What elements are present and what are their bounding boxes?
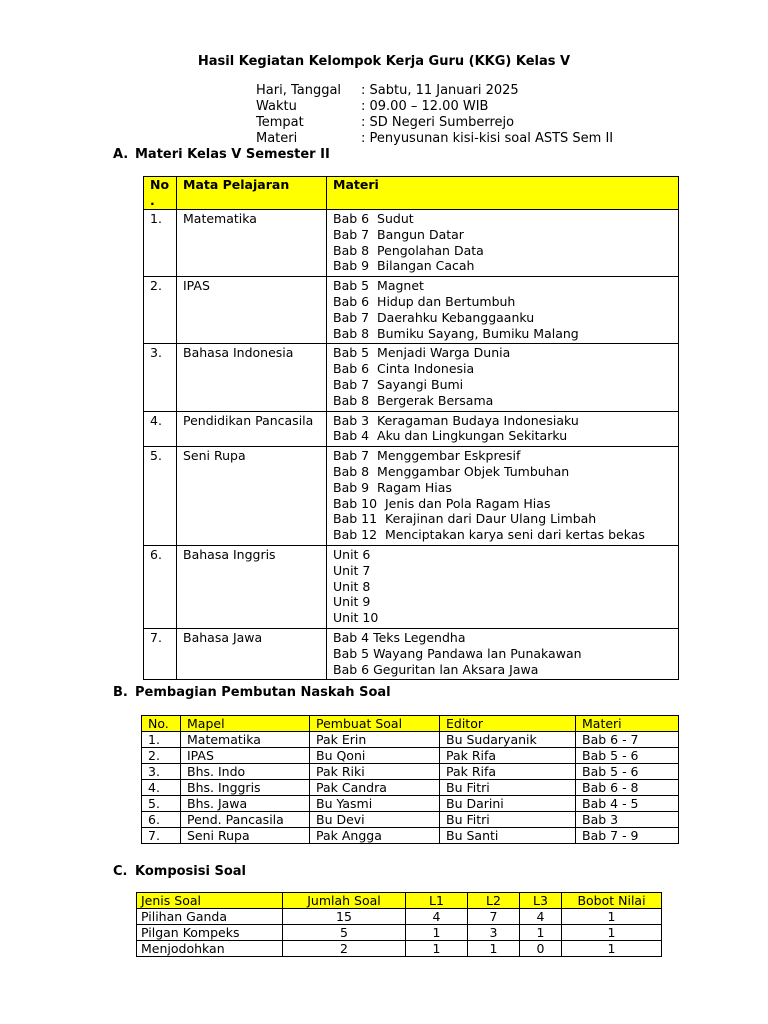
section-a-heading <box>113 147 330 162</box>
materi-item: Bab 6 Cinta Indonesia <box>333 361 475 377</box>
table-cell: Pak Rifa <box>440 764 576 780</box>
table-row <box>144 545 679 628</box>
subject-name: Matematika <box>177 210 327 277</box>
subject-name: Bahasa Inggris <box>177 545 327 628</box>
table-row <box>142 748 679 764</box>
meeting-info <box>256 83 613 147</box>
materi-table-body <box>144 210 679 680</box>
table-cell: Bu Yasmi <box>310 796 440 812</box>
table-cell: Bhs. Indo <box>181 764 310 780</box>
header-cell: Pembuat Soal <box>310 716 440 732</box>
document-title: Hasil Kegiatan Kelompok Kerja Guru (KKG) Kelas V <box>197 54 571 69</box>
table-cell: Bab 7 - 9 <box>576 828 679 844</box>
table-header-row <box>137 893 662 909</box>
materi-item: Bab 9 Ragam Hias <box>333 479 452 495</box>
pembagian-table-body <box>142 732 679 844</box>
table-row <box>144 277 679 344</box>
table-cell: 4. <box>142 780 181 796</box>
subject-name: Bahasa Jawa <box>177 628 327 679</box>
table-row <box>144 210 679 277</box>
table-cell: 5. <box>142 796 181 812</box>
table-cell: Bu Darini <box>440 796 576 812</box>
section-title: Komposisi Soal <box>135 864 246 879</box>
table-cell: Bu Qoni <box>310 748 440 764</box>
table-cell: Bu Fitri <box>440 780 576 796</box>
header-cell: L2 <box>468 893 520 909</box>
materi-list <box>327 210 679 277</box>
materi-item: Bab 7 Bangun Datar <box>333 226 464 242</box>
materi-item: Bab 4 Teks Legendha <box>333 629 466 645</box>
header-cell: Jumlah Soal <box>283 893 406 909</box>
materi-item: Bab 6 Geguritan lan Aksara Jawa <box>333 661 539 677</box>
materi-list <box>327 411 679 447</box>
materi-item: Bab 8 Pengolahan Data <box>333 242 484 258</box>
header-cell: Bobot Nilai <box>562 893 662 909</box>
subject-name: Pendidikan Pancasila <box>177 411 327 447</box>
row-number: 7. <box>144 628 177 679</box>
header-cell: Mapel <box>181 716 310 732</box>
materi-item: Bab 8 Menggambar Objek Tumbuhan <box>333 463 570 479</box>
table-cell: Bab 5 - 6 <box>576 748 679 764</box>
materi-item: Unit 6 <box>333 546 371 562</box>
table-cell: Bab 5 - 6 <box>576 764 679 780</box>
section-letter: B. <box>113 685 128 700</box>
table-cell: Menjodohkan <box>137 941 283 957</box>
subject-name: Seni Rupa <box>177 447 327 546</box>
table-cell: Bhs. Jawa <box>181 796 310 812</box>
materi-item: Bab 9 Bilangan Cacah <box>333 258 475 274</box>
meta-label: Hari, Tanggal <box>256 83 342 98</box>
section-letter: C. <box>113 864 128 879</box>
section-b-heading <box>113 685 391 700</box>
table-row <box>142 732 679 748</box>
materi-item: Unit 7 <box>333 562 371 578</box>
materi-list <box>327 545 679 628</box>
header-cell: L3 <box>520 893 562 909</box>
header-cell-no: No . <box>144 177 177 210</box>
table-cell: 5 <box>283 925 406 941</box>
table-cell: Pend. Pancasila <box>181 812 310 828</box>
table-row <box>144 411 679 447</box>
table-cell: 1 <box>406 941 468 957</box>
materi-item: Bab 6 Sudut <box>333 211 414 226</box>
meta-label: Waktu <box>256 99 297 114</box>
meta-value: : 09.00 – 12.00 WIB <box>361 99 489 114</box>
komposisi-table-body <box>137 909 662 957</box>
materi-item: Bab 7 Daerahku Kebanggaanku <box>333 309 535 325</box>
materi-item: Bab 7 Sayangi Bumi <box>333 376 464 392</box>
table-cell: 15 <box>283 909 406 925</box>
table-cell: 1 <box>468 941 520 957</box>
meta-label: Materi <box>256 131 298 146</box>
table-cell: 1 <box>406 925 468 941</box>
table-cell: 1. <box>142 732 181 748</box>
meta-value: : SD Negeri Sumberrejo <box>361 115 515 130</box>
komposisi-table <box>136 892 662 957</box>
table-header-row <box>142 716 679 732</box>
table-cell: Bab 3 <box>576 812 679 828</box>
table-cell: Pak Rifa <box>440 748 576 764</box>
table-cell: Pilgan Kompeks <box>137 925 283 941</box>
table-row <box>137 941 662 957</box>
table-row <box>144 628 679 679</box>
materi-item: Bab 11 Kerajinan dari Daur Ulang Limbah <box>333 511 597 527</box>
table-cell: Bab 6 - 7 <box>576 732 679 748</box>
header-cell: L1 <box>406 893 468 909</box>
materi-item: Bab 6 Hidup dan Bertumbuh <box>333 293 516 309</box>
materi-list <box>327 344 679 411</box>
table-row <box>142 812 679 828</box>
table-cell: Bu Fitri <box>440 812 576 828</box>
table-row <box>142 764 679 780</box>
table-row <box>137 925 662 941</box>
materi-item: Bab 8 Bergerak Bersama <box>333 392 494 408</box>
table-cell: Bu Santi <box>440 828 576 844</box>
section-letter: A. <box>113 147 129 162</box>
table-cell: 4 <box>520 909 562 925</box>
meta-row-topic <box>256 131 613 147</box>
table-cell: Matematika <box>181 732 310 748</box>
table-row <box>137 909 662 925</box>
table-cell: Bhs. Inggris <box>181 780 310 796</box>
row-number: 5. <box>144 447 177 546</box>
meta-row-place <box>256 115 613 131</box>
table-row <box>144 344 679 411</box>
materi-item: Bab 7 Menggembar Eskpresif <box>333 448 521 464</box>
section-title: Pembagian Pembutan Naskah Soal <box>135 685 391 700</box>
materi-item: Bab 8 Bumiku Sayang, Bumiku Malang <box>333 325 579 341</box>
table-row <box>142 828 679 844</box>
table-cell: 6. <box>142 812 181 828</box>
table-cell: Seni Rupa <box>181 828 310 844</box>
meta-row-time <box>256 99 613 115</box>
row-number: 2. <box>144 277 177 344</box>
section-c-heading <box>113 864 246 879</box>
header-cell: No. <box>142 716 181 732</box>
table-cell: 2. <box>142 748 181 764</box>
table-cell: 1 <box>562 941 662 957</box>
table-cell: 3. <box>142 764 181 780</box>
materi-list <box>327 277 679 344</box>
table-cell: Bu Sudaryanik <box>440 732 576 748</box>
header-cell: Editor <box>440 716 576 732</box>
row-number: 4. <box>144 411 177 447</box>
table-cell: 0 <box>520 941 562 957</box>
materi-list <box>327 628 679 679</box>
header-cell: Jenis Soal <box>137 893 283 909</box>
materi-item: Unit 9 <box>333 594 371 610</box>
table-cell: 7. <box>142 828 181 844</box>
table-cell: 2 <box>283 941 406 957</box>
table-row <box>144 447 679 546</box>
table-cell: Pak Angga <box>310 828 440 844</box>
materi-list <box>327 447 679 546</box>
row-number: 6. <box>144 545 177 628</box>
table-cell: Pak Candra <box>310 780 440 796</box>
pembagian-table <box>141 715 679 844</box>
table-cell: 1 <box>562 925 662 941</box>
header-cell-mapel: Mata Pelajaran <box>177 177 327 210</box>
meta-value: : Penyusunan kisi-kisi soal ASTS Sem II <box>361 131 614 146</box>
materi-item: Bab 5 Menjadi Warga Dunia <box>333 345 511 361</box>
row-number: 3. <box>144 344 177 411</box>
materi-item: Unit 8 <box>333 578 371 594</box>
materi-item: Bab 4 Aku dan Lingkungan Sekitarku <box>333 428 568 444</box>
meta-label: Tempat <box>256 115 304 130</box>
table-cell: 4 <box>406 909 468 925</box>
table-cell: Bab 6 - 8 <box>576 780 679 796</box>
table-cell: 3 <box>468 925 520 941</box>
materi-item: Bab 5 Magnet <box>333 278 424 294</box>
table-cell: Pilihan Ganda <box>137 909 283 925</box>
table-cell: Pak Erin <box>310 732 440 748</box>
table-cell: IPAS <box>181 748 310 764</box>
materi-item: Bab 12 Menciptakan karya seni dari kertas bekas <box>333 527 645 543</box>
header-cell: Materi <box>576 716 679 732</box>
table-row <box>142 780 679 796</box>
header-cell-materi: Materi <box>327 177 679 210</box>
row-number: 1. <box>144 210 177 277</box>
table-cell: 1 <box>562 909 662 925</box>
materi-item: Bab 5 Wayang Pandawa lan Punakawan <box>333 645 582 661</box>
table-cell: 7 <box>468 909 520 925</box>
materi-table <box>143 176 679 680</box>
table-cell: Pak Riki <box>310 764 440 780</box>
subject-name: Bahasa Indonesia <box>177 344 327 411</box>
table-cell: 1 <box>520 925 562 941</box>
materi-item: Bab 10 Jenis dan Pola Ragam Hias <box>333 495 551 511</box>
subject-name: IPAS <box>177 277 327 344</box>
table-cell: Bu Devi <box>310 812 440 828</box>
table-cell: Bab 4 - 5 <box>576 796 679 812</box>
materi-item: Unit 10 <box>333 610 379 626</box>
meta-row-date <box>256 83 613 99</box>
materi-item: Bab 3 Keragaman Budaya Indonesiaku <box>333 412 579 428</box>
table-header-row <box>144 177 679 210</box>
section-title: Materi Kelas V Semester II <box>135 147 330 162</box>
table-row <box>142 796 679 812</box>
meta-value: : Sabtu, 11 Januari 2025 <box>361 83 519 98</box>
